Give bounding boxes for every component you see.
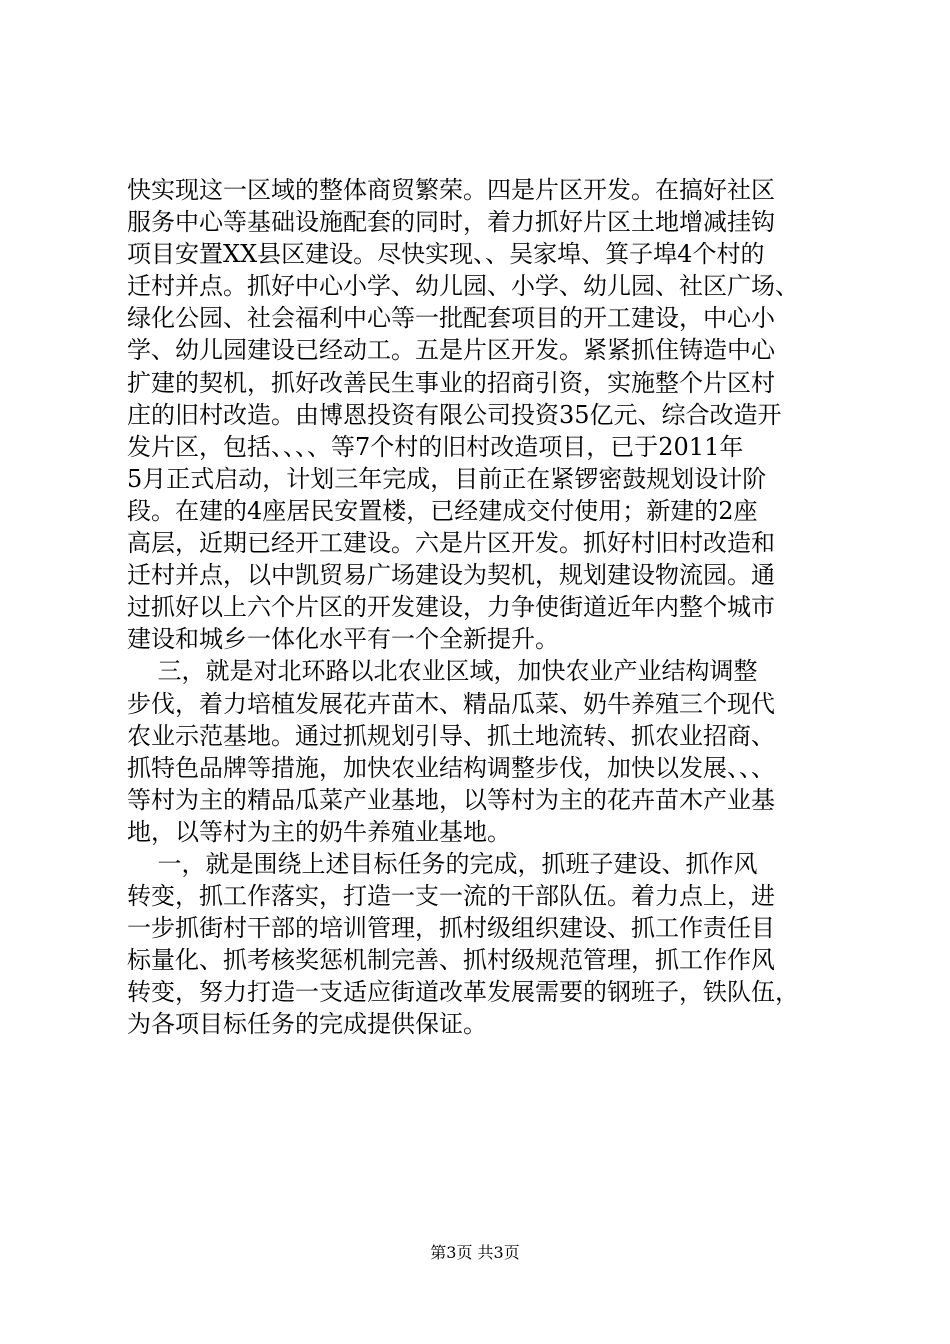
text-line: 标量化、抓考核奖惩机制完善、抓村级规范管理，抓工作作风	[127, 946, 775, 975]
text-line: 服务中心等基础设施配套的同时，着力抓好片区土地增减挂钩	[127, 208, 775, 237]
text-line: 为各项目标任务的完成提供保证。	[127, 1010, 487, 1039]
text-line: 转变，努力打造一支适应街道改革发展需要的钢班子，铁队伍，	[127, 978, 799, 1007]
page-number-footer: 第3页 共3页	[430, 1243, 520, 1262]
text-line: 庄的旧村改造。由博恩投资有限公司投资35亿元、综合改造开	[127, 400, 782, 429]
text-line: 农业示范基地。通过抓规划引导、抓土地流转、抓农业招商、	[127, 721, 775, 750]
text-line: 一，就是围绕上述目标任务的完成，抓班子建设、抓作风	[127, 849, 758, 878]
text-line: 项目安置XX县区建设。尽快实现、、吴家埠、箕子埠4个村的	[127, 240, 765, 269]
text-line: 一步抓街村干部的培训管理，抓村级组织建设、抓工作责任目	[127, 914, 775, 943]
text-line: 高层，近期已经开工建设。六是片区开发。抓好村旧村改造和	[127, 529, 775, 558]
document-body	[127, 174, 827, 1041]
text-line: 转变，抓工作落实，打造一支一流的干部队伍。着力点上，进	[127, 882, 775, 911]
text-line: 迁村并点。抓好中心小学、幼儿园、小学、幼儿园、社区广场、	[127, 272, 799, 301]
text-line: 过抓好以上六个片区的开发建设，力争使街道近年内整个城市	[127, 593, 775, 622]
text-line: 建设和城乡一体化水平有一个全新提升。	[127, 625, 559, 654]
text-line: 5月正式启动，计划三年完成，目前正在紧锣密鼓规划设计阶	[127, 464, 767, 493]
text-line: 发片区，包括、、、、等7个村的旧村改造项目，已于2011年	[127, 432, 744, 461]
text-line: 学、幼儿园建设已经动工。五是片区开发。紧紧抓住铸造中心	[127, 336, 775, 365]
text-line: 快实现这一区域的整体商贸繁荣。四是片区开发。在搞好社区	[127, 176, 775, 204]
text-line: 步伐，着力培植发展花卉苗木、精品瓜菜、奶牛养殖三个现代	[127, 689, 775, 718]
text-line: 迁村并点，以中凯贸易广场建设为契机，规划建设物流园。通	[127, 561, 775, 590]
text-line: 三，就是对北环路以北农业区域，加快农业产业结构调整	[127, 657, 758, 686]
text-line: 地，以等村为主的奶牛养殖业基地。	[127, 817, 511, 846]
text-line: 绿化公园、社会福利中心等一批配套项目的开工建设，中心小	[127, 304, 775, 333]
text-line: 抓特色品牌等措施，加快农业结构调整步伐，加快以发展、、、	[127, 753, 775, 782]
text-line: 扩建的契机，抓好改善民生事业的招商引资，实施整个片区村	[127, 368, 775, 397]
text-line: 段。在建的4座居民安置楼，已经建成交付使用；新建的2座	[127, 496, 758, 525]
text-line: 等村为主的精品瓜菜产业基地，以等村为主的花卉苗木产业基	[127, 785, 775, 814]
